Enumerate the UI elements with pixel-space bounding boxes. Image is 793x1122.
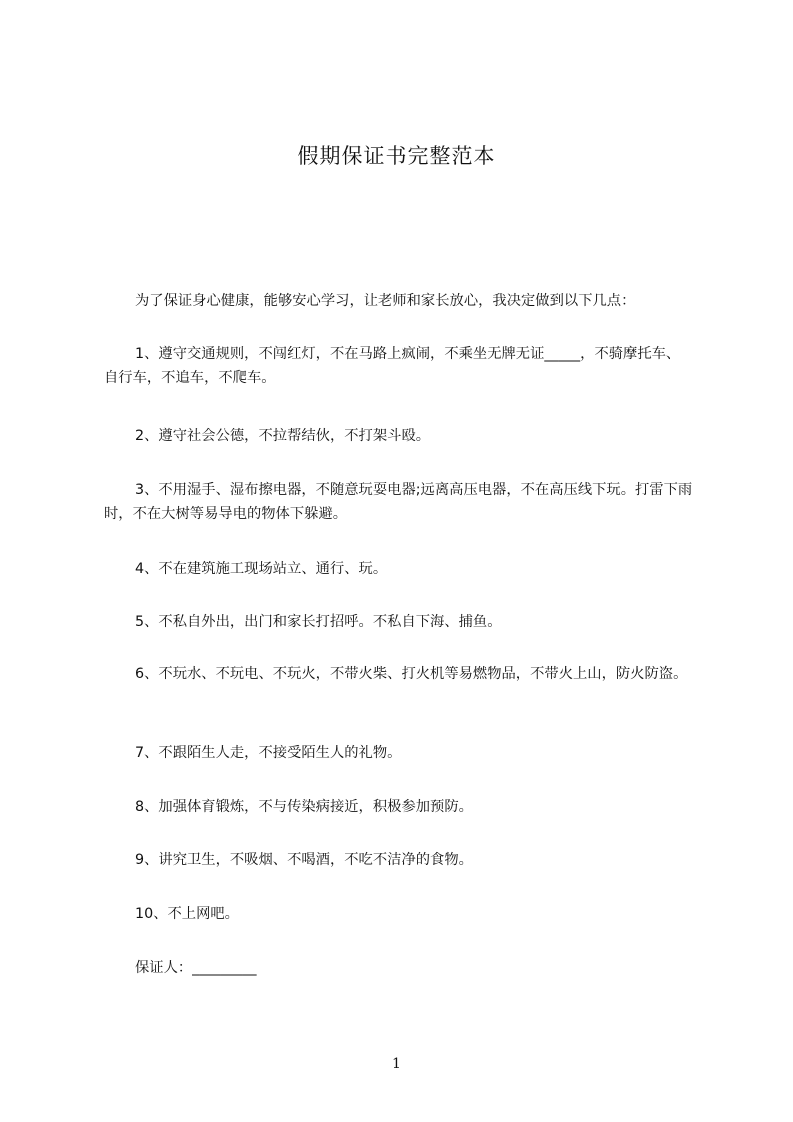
pledge-item-8: 8、加强体育锻炼，不与传染病接近，积极参加预防。 bbox=[135, 799, 473, 815]
pledge-item-3: 3、不用湿手、湿布擦电器，不随意玩耍电器;远离高压电器，不在高压线下玩。打雷下雨时，不在大树等易导电的物体下躲避。 bbox=[104, 482, 693, 522]
pledge-item-9: 9、讲究卫生，不吸烟、不喝酒，不吃不洁净的食物。 bbox=[135, 852, 473, 868]
pledge-item-6: 6、不玩水、不玩电、不玩火，不带火柴、打火机等易燃物品，不带火上山，防火防盗。 bbox=[135, 666, 688, 682]
pledge-item-10: 10、不上网吧。 bbox=[135, 906, 239, 922]
pledge-item-4: 4、不在建筑施工现场站立、通行、玩。 bbox=[135, 561, 388, 577]
pledge-item-5: 5、不私自外出，出门和家长打招呼。不私自下海、捕鱼。 bbox=[135, 614, 502, 630]
pledge-item-2: 2、遵守社会公德，不拉帮结伙，不打架斗殴。 bbox=[135, 428, 431, 444]
pledge-item-1: 1、遵守交通规则，不闯红灯，不在马路上疯闹，不乘坐无牌无证_____，不骑摩托车、自行车，不追车，不爬车。 bbox=[104, 346, 681, 386]
pledge-item-7: 7、不跟陌生人走，不接受陌生人的礼物。 bbox=[135, 745, 402, 761]
signature-line: 保证人：_________ bbox=[135, 960, 257, 976]
intro-paragraph: 为了保证身心健康，能够安心学习，让老师和家长放心，我决定做到以下几点： bbox=[135, 293, 636, 309]
page-number: 1 bbox=[392, 1056, 401, 1072]
document-title: 假期保证书完整范本 bbox=[297, 144, 496, 168]
